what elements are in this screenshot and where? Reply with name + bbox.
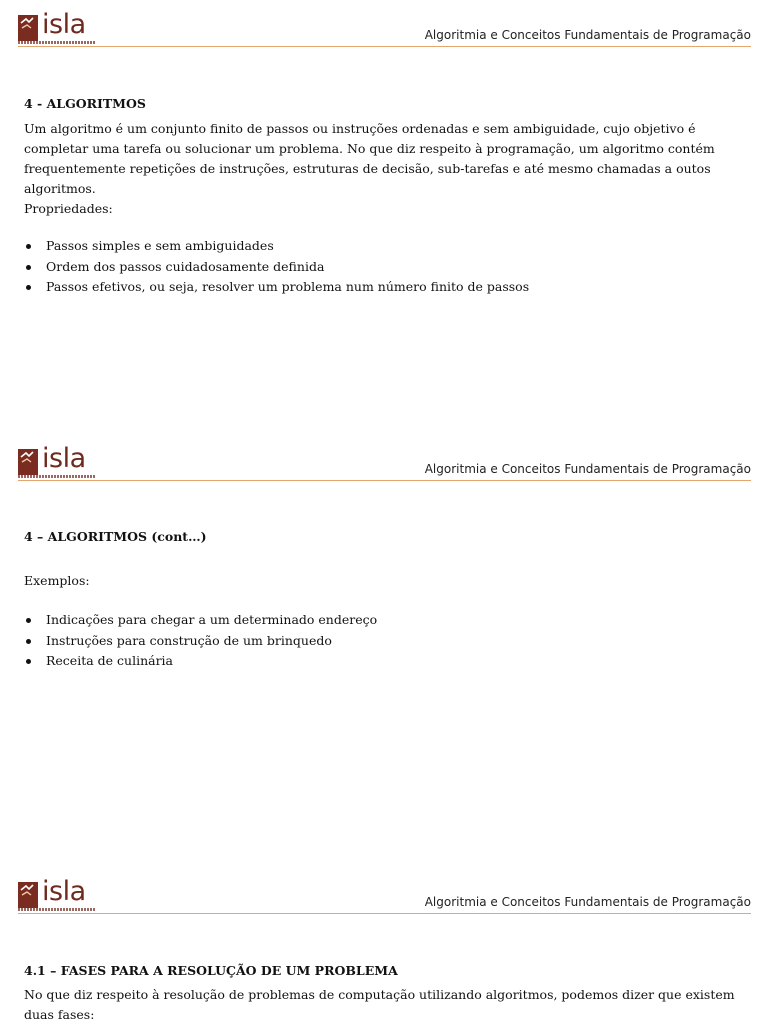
logo-text: isla bbox=[42, 876, 86, 907]
bullet-icon bbox=[26, 618, 31, 623]
header-divider bbox=[18, 46, 751, 47]
properties-label: Propriedades: bbox=[24, 201, 113, 216]
bullet-icon bbox=[26, 285, 31, 290]
body-paragraph: Um algoritmo é um conjunto finito de passos ou instruções ordenadas e sem ambiguidade, cujo objetivo é completar uma tarefa ou solucionar um problema. No que diz respeito à programação, um algoritmo contém frequentemente repetições de instruções, estruturas de decisão, sub-tarefas e até mesmo chamadas a outos algoritmos. bbox=[24, 121, 715, 196]
logo-mark-icon bbox=[18, 882, 42, 908]
isla-logo bbox=[18, 876, 98, 915]
examples-label: Exemplos: bbox=[24, 573, 90, 588]
bullet-icon bbox=[26, 265, 31, 270]
logo-text: isla bbox=[42, 9, 86, 40]
slide-3 bbox=[0, 876, 768, 1024]
slide-header bbox=[0, 9, 768, 48]
list-item: Indicações para chegar a um determinado endereço bbox=[24, 610, 377, 631]
logo-tagline bbox=[18, 475, 96, 478]
logo-tagline bbox=[18, 908, 96, 911]
logo-tagline bbox=[18, 41, 96, 44]
slide-2 bbox=[0, 443, 768, 748]
bullet-icon bbox=[26, 244, 31, 249]
header-divider bbox=[18, 913, 751, 914]
examples-list bbox=[24, 610, 377, 672]
properties-list bbox=[24, 236, 529, 298]
list-item: Ordem dos passos cuidadosamente definida bbox=[24, 257, 529, 278]
body-paragraph: No que diz respeito à resolução de problemas de computação utilizando algoritmos, podemos dizer que existem duas fases: bbox=[24, 987, 735, 1022]
isla-logo bbox=[18, 9, 98, 48]
slide-header bbox=[0, 876, 768, 915]
document-title: Algoritmia e Conceitos Fundamentais de Programação bbox=[424, 28, 751, 42]
logo-mark-icon bbox=[18, 449, 42, 475]
logo-text: isla bbox=[42, 443, 86, 474]
section-heading: 4 - ALGORITMOS bbox=[24, 96, 146, 111]
slide-header bbox=[0, 443, 768, 482]
list-item: Passos efetivos, ou seja, resolver um problema num número finito de passos bbox=[24, 277, 529, 298]
section-heading: 4 – ALGORITMOS (cont…) bbox=[24, 529, 207, 544]
logo-mark-icon bbox=[18, 15, 42, 41]
bullet-icon bbox=[26, 639, 31, 644]
bullet-icon bbox=[26, 659, 31, 664]
document-title: Algoritmia e Conceitos Fundamentais de Programação bbox=[424, 462, 751, 476]
list-item: Passos simples e sem ambiguidades bbox=[24, 236, 529, 257]
list-item: Receita de culinária bbox=[24, 651, 377, 672]
isla-logo bbox=[18, 443, 98, 482]
slide-1 bbox=[0, 9, 768, 314]
document-title: Algoritmia e Conceitos Fundamentais de Programação bbox=[424, 895, 751, 909]
section-heading: 4.1 – FASES PARA A RESOLUÇÃO DE UM PROBLEMA bbox=[24, 963, 398, 978]
list-item: Instruções para construção de um brinquedo bbox=[24, 631, 377, 652]
header-divider bbox=[18, 480, 751, 481]
